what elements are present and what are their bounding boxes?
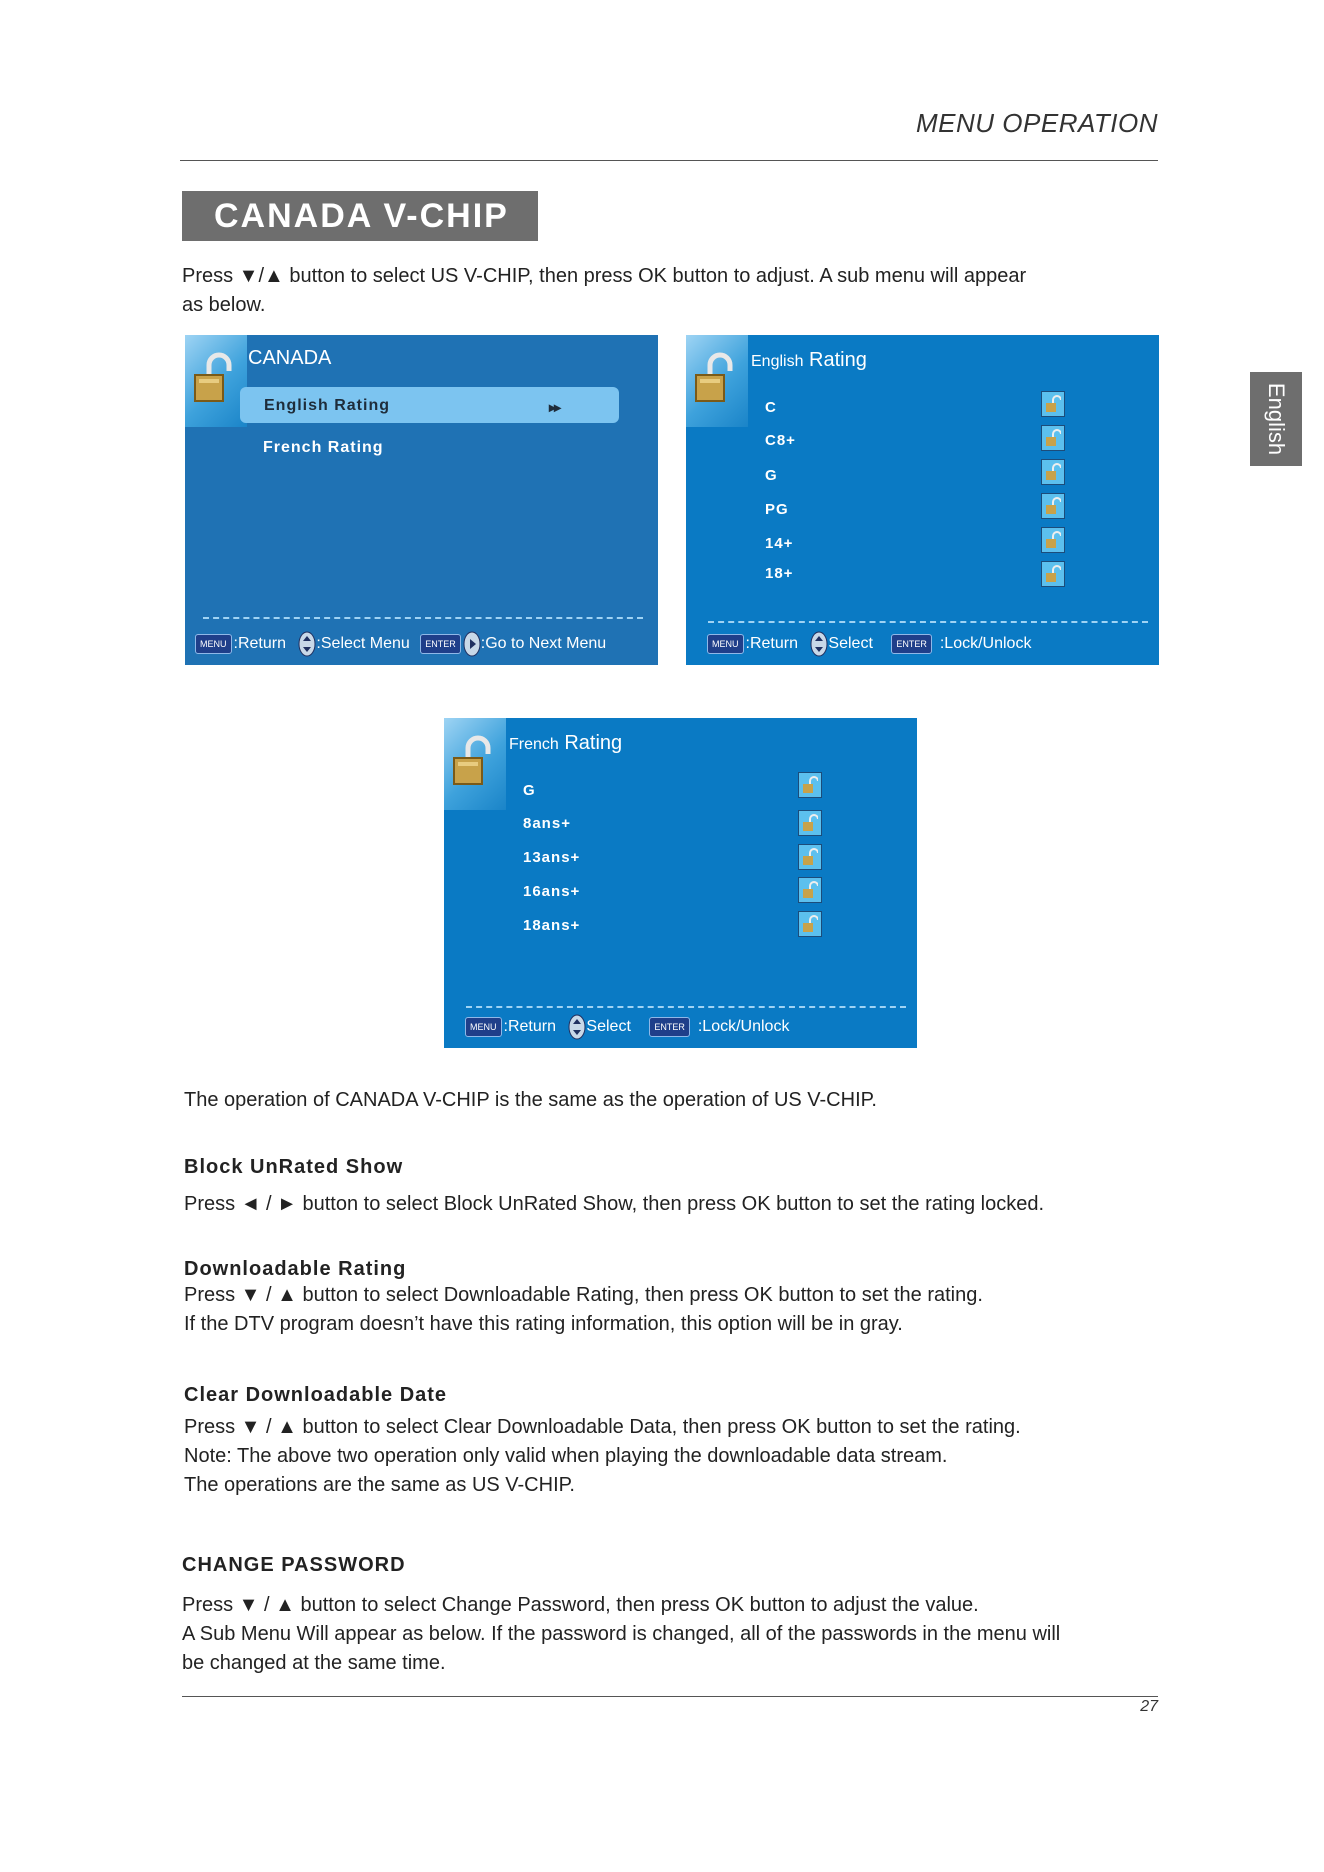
footer-lock: :Lock/Unlock [697, 1018, 790, 1036]
screen-footer [707, 631, 1031, 657]
screen-footer [465, 1014, 789, 1040]
paragraph-line: Press ▼ / ▲ button to select Clear Downloadable Data, then press OK button to set the rating. [184, 1416, 1021, 1438]
footer-select: Select [586, 1018, 631, 1036]
menu-key-icon: MENU [195, 634, 232, 654]
paragraph-line: A Sub Menu Will appear as below. If the password is changed, all of the passwords in the menu will [182, 1623, 1061, 1645]
unlock-toggle-icon[interactable] [798, 772, 822, 798]
footer-divider [466, 1006, 906, 1008]
page-number: 27 [1140, 1698, 1158, 1715]
right-arrow-icon [463, 631, 481, 657]
rating-item-label[interactable]: 14+ [765, 535, 794, 552]
menu-item-label: English Rating [264, 397, 390, 414]
paragraph-line: If the DTV program doesn’t have this rating information, this option will be in gray. [184, 1313, 903, 1335]
unlock-toggle-icon[interactable] [1041, 561, 1065, 587]
rating-item-label[interactable]: 18+ [765, 565, 794, 582]
french-rating-screen [444, 718, 917, 1048]
paragraph-line: Press ◄ / ► button to select Block UnRated Show, then press OK button to set the rating locked. [184, 1193, 1045, 1215]
paragraph-line: Note: The above two operation only valid when playing the downloadable data stream. [184, 1445, 948, 1467]
up-down-icon [810, 631, 828, 657]
footer-select: Select [828, 635, 873, 653]
screen-title-language: French [509, 736, 559, 753]
unlock-toggle-icon[interactable] [1041, 527, 1065, 553]
side-tab-label: English [1264, 382, 1289, 456]
intro-line: Press ▼/▲ button to select US V-CHIP, then press OK button to adjust. A sub menu will appear [182, 265, 1027, 287]
double-arrow-icon: ▸▸ [548, 399, 559, 415]
screen-title-language: English [751, 353, 804, 370]
footer-return: :Return [745, 635, 798, 653]
rating-item-label[interactable]: C [765, 399, 777, 416]
unlock-toggle-icon[interactable] [1041, 425, 1065, 451]
rating-item-label[interactable]: G [523, 782, 536, 799]
english-rating-screen [686, 335, 1159, 665]
screen-title [751, 349, 867, 372]
clear-downloadable-heading: Clear Downloadable Date [184, 1384, 448, 1406]
rating-item-label[interactable]: PG [765, 501, 789, 518]
paragraph-line: The operations are the same as US V-CHIP. [184, 1474, 575, 1496]
intro-line: as below. [182, 294, 266, 316]
unlock-toggle-icon[interactable] [798, 911, 822, 937]
enter-key-icon: ENTER [649, 1017, 690, 1037]
up-down-icon [568, 1014, 586, 1040]
clear-downloadable-text [184, 1413, 1174, 1500]
footer-divider [203, 617, 643, 619]
footer-lock: :Lock/Unlock [939, 635, 1032, 653]
footer-next: :Go to Next Menu [480, 635, 607, 653]
footer-divider [182, 1696, 1158, 1697]
paragraph-line: Press ▼ / ▲ button to select Downloadable Rating, then press OK button to set the rating. [184, 1284, 983, 1306]
unlock-toggle-icon[interactable] [798, 844, 822, 870]
unlock-toggle-icon[interactable] [1041, 459, 1065, 485]
paragraph-line: Press ▼ / ▲ button to select Change Password, then press OK button to adjust the value. [182, 1594, 979, 1616]
operation-note: The operation of CANADA V-CHIP is the same as the operation of US V-CHIP. [184, 1089, 877, 1111]
downloadable-rating-text [184, 1281, 1174, 1339]
enter-key-icon: ENTER [891, 634, 932, 654]
change-password-text [182, 1591, 1172, 1678]
screen-title [509, 732, 622, 755]
section-title: CANADA V-CHIP [182, 191, 538, 241]
unlock-toggle-icon[interactable] [1041, 391, 1065, 417]
language-side-tab [1250, 372, 1302, 466]
screen-title-rating: Rating [564, 732, 623, 754]
intro-paragraph [182, 262, 1172, 320]
lock-panel [185, 335, 247, 427]
page-header-title: MENU OPERATION [916, 108, 1158, 138]
change-password-heading: CHANGE PASSWORD [182, 1554, 406, 1576]
menu-key-icon: MENU [465, 1017, 502, 1037]
lock-panel [686, 335, 748, 427]
paragraph-line: be changed at the same time. [182, 1652, 446, 1674]
footer-return: :Return [233, 635, 286, 653]
screen-title-rating: Rating [809, 349, 867, 371]
block-unrated-heading: Block UnRated Show [184, 1156, 404, 1178]
menu-key-icon: MENU [707, 634, 744, 654]
rating-item-label[interactable]: G [765, 467, 778, 484]
rating-item-label[interactable]: C8+ [765, 432, 796, 449]
padlock-icon [193, 351, 239, 407]
header-divider [180, 160, 1158, 161]
menu-item-french-rating[interactable] [263, 439, 384, 457]
up-down-icon [298, 631, 316, 657]
padlock-icon [452, 734, 498, 790]
unlock-toggle-icon[interactable] [798, 877, 822, 903]
unlock-toggle-icon[interactable] [1041, 493, 1065, 519]
rating-item-label[interactable]: 8ans+ [523, 815, 571, 832]
screen-footer [195, 631, 606, 657]
footer-divider [708, 621, 1148, 623]
menu-item-english-rating[interactable] [240, 387, 619, 423]
downloadable-rating-heading: Downloadable Rating [184, 1258, 407, 1280]
canada-menu-screen [185, 335, 658, 665]
footer-select: :Select Menu [316, 635, 410, 653]
screen-title: CANADA [248, 347, 332, 369]
enter-key-icon: ENTER [420, 634, 461, 654]
footer-return: :Return [503, 1018, 556, 1036]
block-unrated-text [184, 1190, 1174, 1219]
menu-item-label: French Rating [263, 439, 384, 456]
unlock-toggle-icon[interactable] [798, 810, 822, 836]
rating-item-label[interactable]: 18ans+ [523, 917, 581, 934]
rating-item-label[interactable]: 13ans+ [523, 849, 581, 866]
padlock-icon [694, 351, 740, 407]
lock-panel [444, 718, 506, 810]
rating-item-label[interactable]: 16ans+ [523, 883, 581, 900]
